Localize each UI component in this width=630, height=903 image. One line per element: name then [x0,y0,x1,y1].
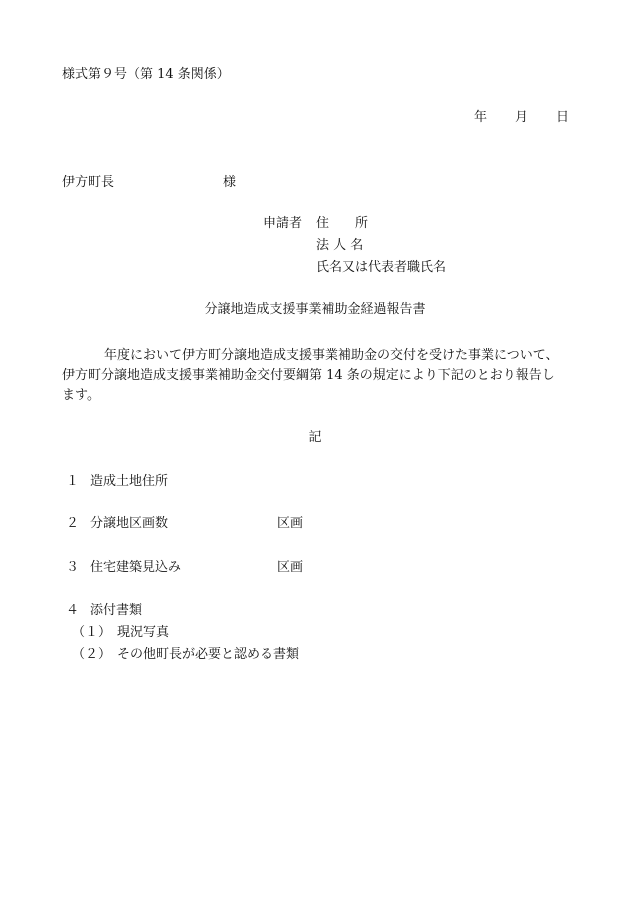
addressee-honorific: 様 [223,175,237,190]
form-number: 様式第９号（第 14 条関係） [62,67,230,82]
applicant-label: 申請者 [263,216,303,231]
attachment-2-number: （２） [72,647,112,662]
body-line-1-text: 年度において伊方町分譲地造成支援事業補助金の交付を受けた事業について、 [104,348,559,363]
addressee-name: 伊方町長 [62,175,115,190]
applicant-name-label: 氏名又は代表者職氏名 [316,260,447,275]
date-row [474,111,569,124]
applicant-address-label: 住 所 [316,216,369,231]
attachment-1-number: （１） [72,625,112,640]
body-paragraph [62,346,582,406]
item-4-label: 添付書類 [90,603,143,618]
ki-heading: 記 [308,430,322,445]
applicant-corp-label: 法 人 名 [316,238,364,253]
date-year-label: 年 [474,110,488,125]
item-2-number: ２ [66,516,80,531]
item-3-number: ３ [66,560,80,575]
body-line-1 [62,346,582,366]
item-1-number: １ [66,474,80,489]
body-line-2: 伊方町分譲地造成支援事業補助金交付要綱第 14 条の規定により下記のとおり報告し [62,368,555,383]
item-4-number: ４ [66,603,80,618]
attachment-1-label: 現況写真 [117,625,170,640]
item-3-label: 住宅建築見込み [90,560,182,575]
date-day-label: 日 [556,110,570,125]
body-line-3: ます。 [62,388,100,403]
item-1-label: 造成土地住所 [90,474,169,489]
item-2-label: 分譲地区画数 [90,516,169,531]
attachment-2-label: その他町長が必要と認める書類 [117,647,300,662]
item-3-unit: 区画 [277,560,304,575]
document-title: 分譲地造成支援事業補助金経過報告書 [204,302,426,317]
date-month-label: 月 [515,110,529,125]
item-2-unit: 区画 [277,516,304,531]
